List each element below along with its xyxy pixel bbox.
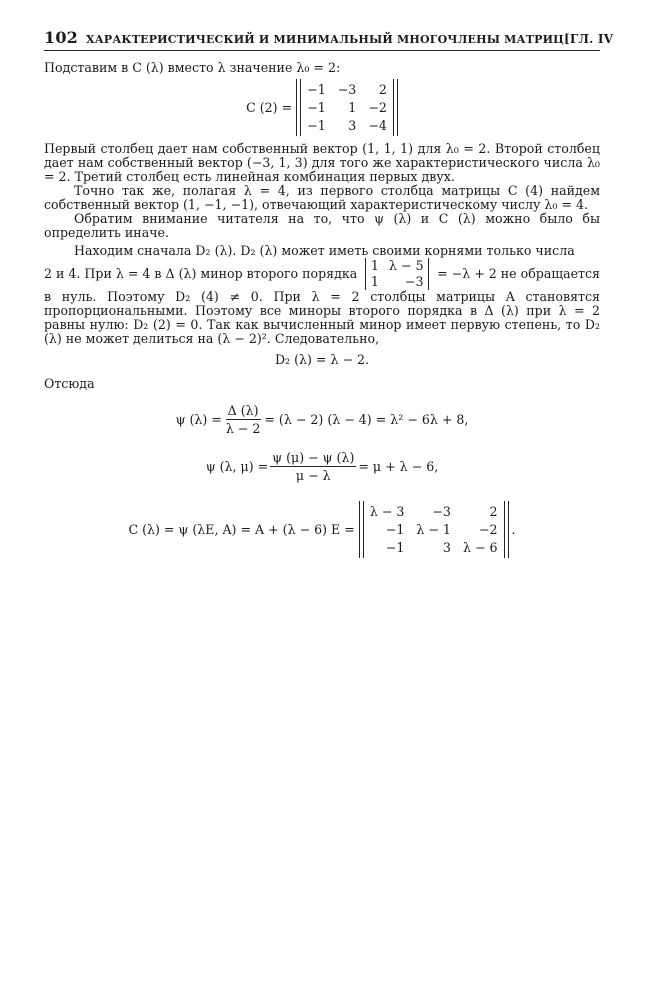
equation-c-lambda bbox=[44, 501, 600, 558]
det-cell: λ − 5 bbox=[388, 258, 424, 273]
chapter-label: [ГЛ. IV bbox=[564, 32, 614, 46]
equation-psi-rhs: = (λ − 2) (λ − 4) = λ² − 6λ + 8, bbox=[264, 412, 469, 427]
matrix-c2-cells bbox=[301, 79, 393, 136]
paragraph-d2-rest: в нуль. Поэтому D₂ (4) ≠ 0. При λ = 2 столбцы матрицы A становятся пропорциональными. Поэтому все миноры второго порядка в Δ (λ) при λ = 2 равны нулю: D₂ (2) = 0. Так как вычисленный минор имеет первую степень, то D₂ (λ) не может делиться на (λ − 2)². Следовательно, bbox=[44, 289, 600, 346]
paragraph-substitute: Подставим в C (λ) вместо λ значение λ₀ = 2: bbox=[44, 60, 341, 75]
det-right-bar bbox=[428, 258, 429, 290]
word-otsyuda: Отсюда bbox=[44, 376, 95, 391]
matrix-cell: λ − 6 bbox=[462, 540, 498, 555]
fraction-psi bbox=[224, 403, 263, 436]
page bbox=[44, 28, 614, 558]
matrix-cell: −2 bbox=[368, 100, 387, 115]
matrix-right-bar bbox=[504, 501, 509, 558]
matrix-cell: −1 bbox=[307, 82, 326, 97]
paragraph-minor-line bbox=[44, 258, 600, 290]
det-cell: −3 bbox=[404, 274, 424, 289]
matrix-cell: −1 bbox=[307, 100, 326, 115]
matrix-c2 bbox=[296, 79, 398, 136]
matrix-cell: −4 bbox=[368, 118, 387, 133]
matrix-cell: 2 bbox=[489, 504, 498, 519]
matrix-right-bar bbox=[393, 79, 398, 136]
paragraph-d2-intro: Находим сначала D₂ (λ). D₂ (λ) может иметь своими корнями только числа bbox=[74, 243, 575, 258]
matrix-cell: −1 bbox=[307, 118, 326, 133]
matrix-cell: −2 bbox=[478, 522, 498, 537]
equation-d2-text: D₂ (λ) = λ − 2. bbox=[274, 352, 370, 367]
matrix-cell: −1 bbox=[385, 540, 405, 555]
minor-text-before: 2 и 4. При λ = 4 в Δ (λ) минор второго порядка bbox=[44, 266, 358, 281]
equation-psi2-lhs: ψ (λ, μ) = bbox=[205, 459, 269, 474]
matrix-cell: −3 bbox=[337, 82, 357, 97]
header-rule bbox=[44, 50, 600, 51]
matrix-c-lambda bbox=[359, 501, 509, 558]
det-cell: 1 bbox=[370, 274, 379, 289]
matrix-cell: −1 bbox=[385, 522, 405, 537]
matrix-cell: −3 bbox=[432, 504, 451, 519]
equation-c2-lhs: C (2) = bbox=[246, 100, 293, 115]
paragraph-remark: Обратим внимание читателя на то, что ψ (λ) и C (λ) можно было бы определить иначе. bbox=[44, 211, 600, 240]
equation-c-lhs: C (λ) = ψ (λE, A) = A + (λ − 6) E = bbox=[128, 522, 355, 537]
equation-psi2-rhs: = μ + λ − 6, bbox=[358, 459, 439, 474]
page-number: 102 bbox=[44, 28, 78, 47]
fraction-numerator: ψ (μ) − ψ (λ) bbox=[272, 450, 355, 465]
page-header bbox=[44, 28, 614, 47]
running-title: ХАРАКТЕРИСТИЧЕСКИЙ И МИНИМАЛЬНЫЙ МНОГОЧЛЕНЫ МАТРИЦ bbox=[86, 33, 564, 46]
paragraph-lambda-4: Точно так же, полагая λ = 4, из первого столбца матрицы C (4) найдем собственный вектор (1, −1, −1), отвечающий характеристическому числу λ₀ = 4. bbox=[44, 183, 600, 212]
equation-c2 bbox=[44, 79, 600, 136]
minor-text-after: = −λ + 2 не обращается bbox=[437, 266, 600, 281]
matrix-c-lambda-cells bbox=[364, 501, 504, 558]
minor-determinant bbox=[365, 258, 430, 290]
fraction-denominator: μ − λ bbox=[295, 468, 331, 483]
minor-cells bbox=[366, 258, 429, 290]
matrix-cell: 2 bbox=[378, 82, 387, 97]
equation-d2 bbox=[44, 352, 600, 367]
equation-c-tail: . bbox=[511, 522, 516, 537]
fraction-psi2 bbox=[270, 450, 356, 483]
matrix-cell: 3 bbox=[442, 540, 451, 555]
fraction-denominator: λ − 2 bbox=[225, 421, 261, 436]
paragraph-eigenvectors: Первый столбец дает нам собственный вектор (1, 1, 1) для λ₀ = 2. Второй столбец дает нам собственный вектор (−3, 1, 3) для того же характеристического числа λ₀ = 2. Третий столбец есть линейная комбинация первых двух. bbox=[44, 141, 600, 184]
matrix-cell: 1 bbox=[348, 100, 357, 115]
det-cell: 1 bbox=[370, 258, 379, 273]
equation-psi-lhs: ψ (λ) = bbox=[175, 412, 222, 427]
equation-psi-two-vars bbox=[44, 450, 600, 483]
matrix-cell: λ − 3 bbox=[369, 504, 405, 519]
fraction-numerator: Δ (λ) bbox=[227, 403, 259, 418]
matrix-cell: 3 bbox=[348, 118, 357, 133]
matrix-cell: λ − 1 bbox=[416, 522, 451, 537]
equation-psi bbox=[44, 403, 600, 436]
